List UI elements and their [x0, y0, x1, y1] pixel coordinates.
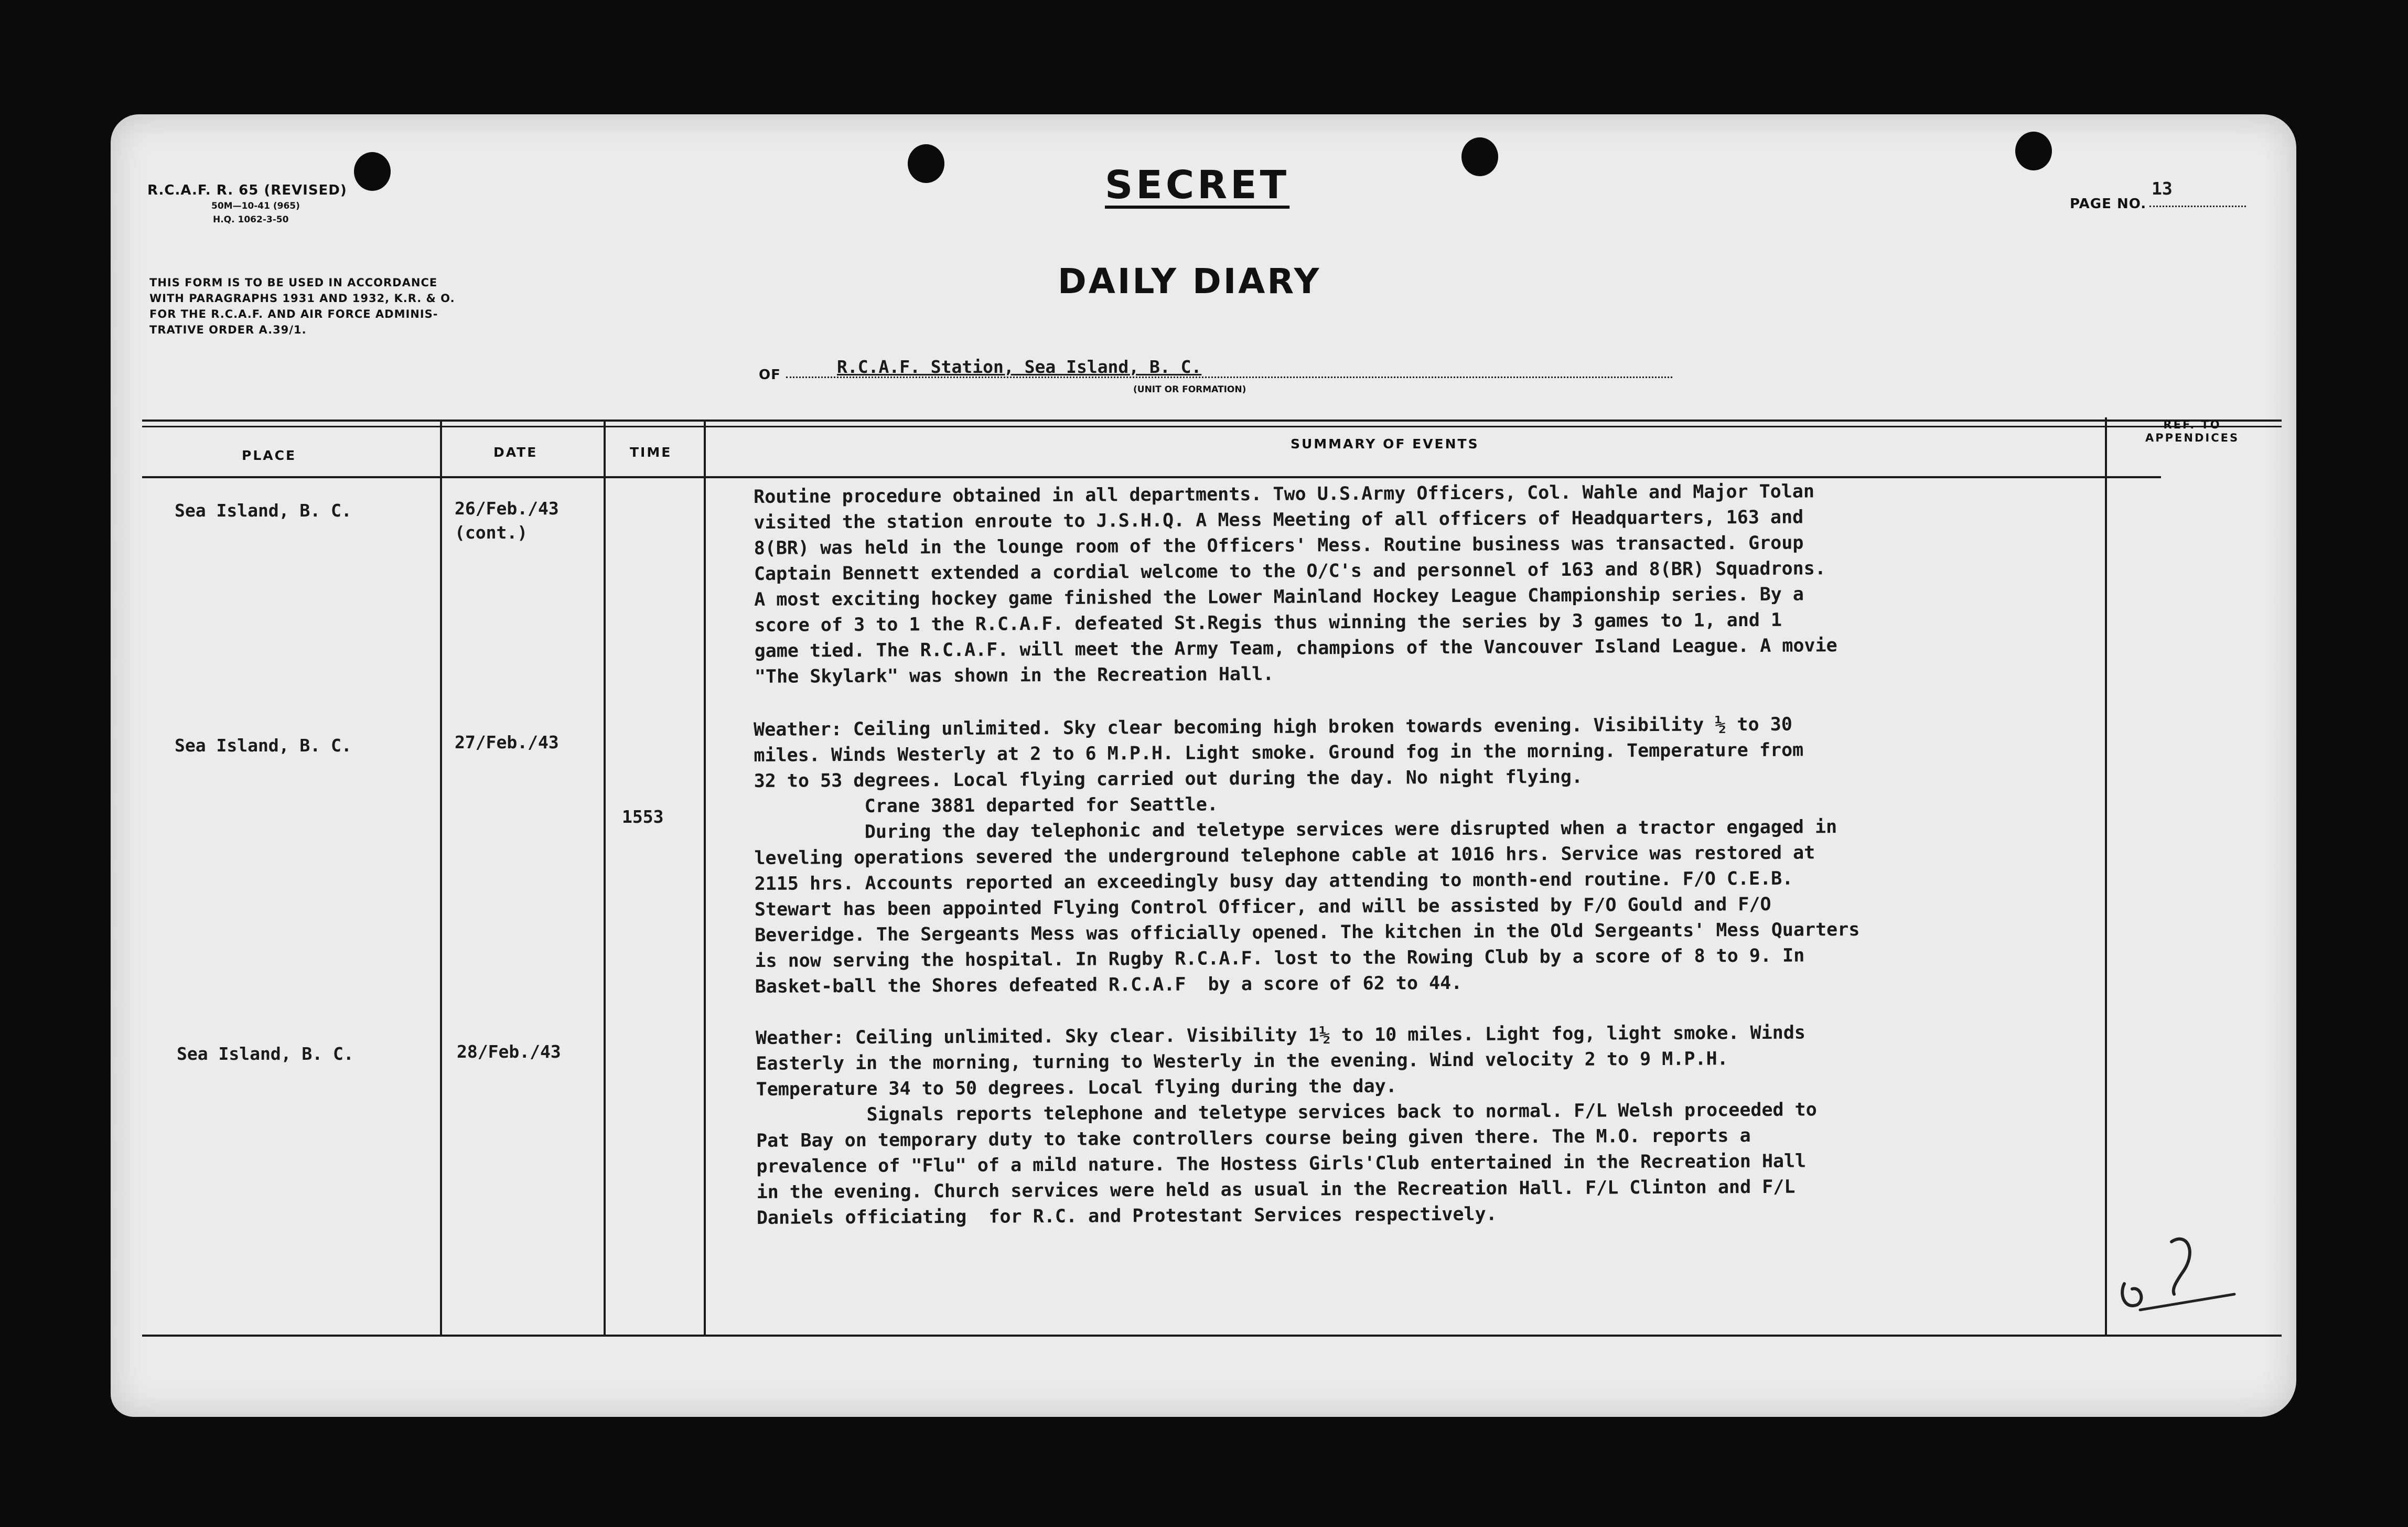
column-divider	[704, 421, 706, 1336]
page-number-line	[2149, 206, 2246, 207]
table-bottom-rule	[142, 1335, 2282, 1337]
column-header-time: TIME	[630, 445, 672, 460]
classification-heading: SECRET	[1105, 163, 1290, 208]
form-usage-note: THIS FORM IS TO BE USED IN ACCORDANCE WITH PARAGRAPHS 1931 AND 1932, K.R. & O. FOR THE R.C.A.F. AND AIR FORCE ADMINIS- TRATIVE ORDER A.39/1.	[149, 276, 455, 336]
summary-line: miles. Winds Westerly at 2 to 6 M.P.H. Light smoke. Ground fog in the morning. Temperature from	[754, 739, 1804, 766]
page-number: 13	[2152, 178, 2173, 199]
summary-line: Weather: Ceiling unlimited. Sky clear becoming high broken towards evening. Visibility ½ to 30	[754, 714, 1792, 740]
header-bottom-rule	[142, 476, 2161, 478]
punch-hole	[908, 144, 944, 183]
column-header-summary: SUMMARY OF EVENTS	[1291, 436, 1479, 451]
punch-hole	[1461, 137, 1498, 176]
entry-date: 28/Feb./43	[457, 1041, 561, 1062]
form-number: R.C.A.F. R. 65 (REVISED)	[147, 182, 347, 198]
unit-name: R.C.A.F. Station, Sea Island, B. C.	[837, 357, 1202, 377]
entry-place: Sea Island, B. C.	[175, 735, 352, 756]
unit-caption: (UNIT OR FORMATION)	[1133, 384, 1246, 395]
entry-place: Sea Island, B. C.	[175, 500, 352, 521]
summary-line: Beveridge. The Sergeants Mess was officially opened. The kitchen in the Old Sergeants' Mess Quarters	[755, 919, 1860, 946]
diary-sheet	[111, 114, 2296, 1417]
column-header-appendices: REF. TO APPENDICES	[2145, 418, 2240, 444]
handwritten-initials-mark	[2109, 1221, 2245, 1320]
summary-line: 8(BR) was held in the lounge room of the Officers' Mess. Routine business was transacted. Group	[754, 532, 1804, 559]
page-number-label: PAGE NO.	[2070, 196, 2147, 212]
table-top-rule	[142, 420, 2282, 422]
summary-line: visited the station enroute to J.S.H.Q. A Mess Meeting of all officers of Headquarters, 163 and	[754, 507, 1804, 533]
summary-line: During the day telephonic and teletype services were disrupted when a tractor engaged in	[754, 816, 1837, 843]
entry-summary	[756, 1020, 1818, 1231]
summary-line: Weather: Ceiling unlimited. Sky clear. Visibility 1½ to 10 miles. Light fog, light smoke. Winds	[756, 1022, 1806, 1049]
entry-place: Sea Island, B. C.	[177, 1044, 354, 1064]
summary-line: in the evening. Church services were held as usual in the Recreation Hall. F/L Clinton and F/L	[756, 1176, 1796, 1203]
summary-line: Signals reports telephone and teletype services back to normal. F/L Welsh proceeded to	[756, 1099, 1817, 1126]
summary-line: prevalence of "Flu" of a mild nature. The Hostess Girls'Club entertained in the Recreation Hall	[756, 1150, 1807, 1177]
summary-line: Crane 3881 departed for Seattle.	[754, 794, 1219, 818]
page-title: DAILY DIARY	[1058, 261, 1321, 302]
entry-date: 26/Feb./43	[455, 498, 559, 519]
summary-line: score of 3 to 1 the R.C.A.F. defeated St.Regis thus winning the series by 3 games to 1, and 1	[754, 609, 1782, 636]
entry-date-note: (cont.)	[455, 522, 528, 543]
summary-line: Daniels officiating for R.C. and Protestant Services respectively.	[756, 1203, 1497, 1229]
column-header-date: DATE	[493, 445, 538, 460]
summary-line: Routine procedure obtained in all departments. Two U.S.Army Officers, Col. Wahle and Major Tolan	[754, 481, 1815, 508]
punch-hole	[354, 152, 391, 191]
summary-line: Temperature 34 to 50 degrees. Local flying during the day.	[756, 1076, 1397, 1100]
summary-line: leveling operations severed the underground telephone cable at 1016 hrs. Service was restored at	[754, 842, 1815, 869]
summary-line: Basket-ball the Shores defeated R.C.A.F by a score of 62 to 44.	[755, 972, 1463, 997]
summary-line: Pat Bay on temporary duty to take controllers course being given there. The M.O. reports a	[756, 1125, 1751, 1152]
summary-line: A most exciting hockey game finished the Lower Mainland Hockey League Championship series. By a	[754, 584, 1804, 610]
print-run: 50M—10-41 (965)	[211, 201, 300, 211]
summary-line: 32 to 53 degrees. Local flying carried out during the day. No night flying.	[754, 766, 1583, 792]
column-divider	[604, 421, 606, 1336]
summary-line: "The Skylark" was shown in the Recreation Hall.	[754, 663, 1274, 687]
summary-line: Captain Bennett extended a cordial welcome to the O/C's and personnel of 163 and 8(BR) Squadrons.	[754, 558, 1826, 585]
entry-date: 27/Feb./43	[455, 732, 559, 752]
column-divider	[2105, 417, 2107, 1336]
hq-reference: H.Q. 1062-3-50	[213, 214, 289, 225]
table-top-rule-inner	[142, 426, 2282, 427]
column-header-place: PLACE	[242, 448, 297, 463]
entry-time: 1553	[622, 806, 664, 827]
summary-line: Easterly in the morning, turning to Westerly in the evening. Wind velocity 2 to 9 M.P.H.	[756, 1048, 1728, 1074]
summary-line: 2115 hrs. Accounts reported an exceedingly busy day attending to month-end routine. F/O C.E.B.	[754, 868, 1793, 895]
column-divider	[440, 421, 442, 1336]
summary-line: game tied. The R.C.A.F. will meet the Army Team, champions of the Vancouver Island League. A movie	[754, 635, 1837, 662]
summary-line: is now serving the hospital. In Rugby R.C.A.F. lost to the Rowing Club by a score of 8 to 9. In	[755, 945, 1805, 972]
of-label: OF	[759, 367, 781, 383]
entry-summary	[754, 479, 1837, 690]
summary-line: Stewart has been appointed Flying Control Officer, and will be assisted by F/O Gould and F/O	[754, 894, 1771, 920]
entry-summary	[754, 712, 1860, 1000]
punch-hole	[2015, 132, 2052, 170]
